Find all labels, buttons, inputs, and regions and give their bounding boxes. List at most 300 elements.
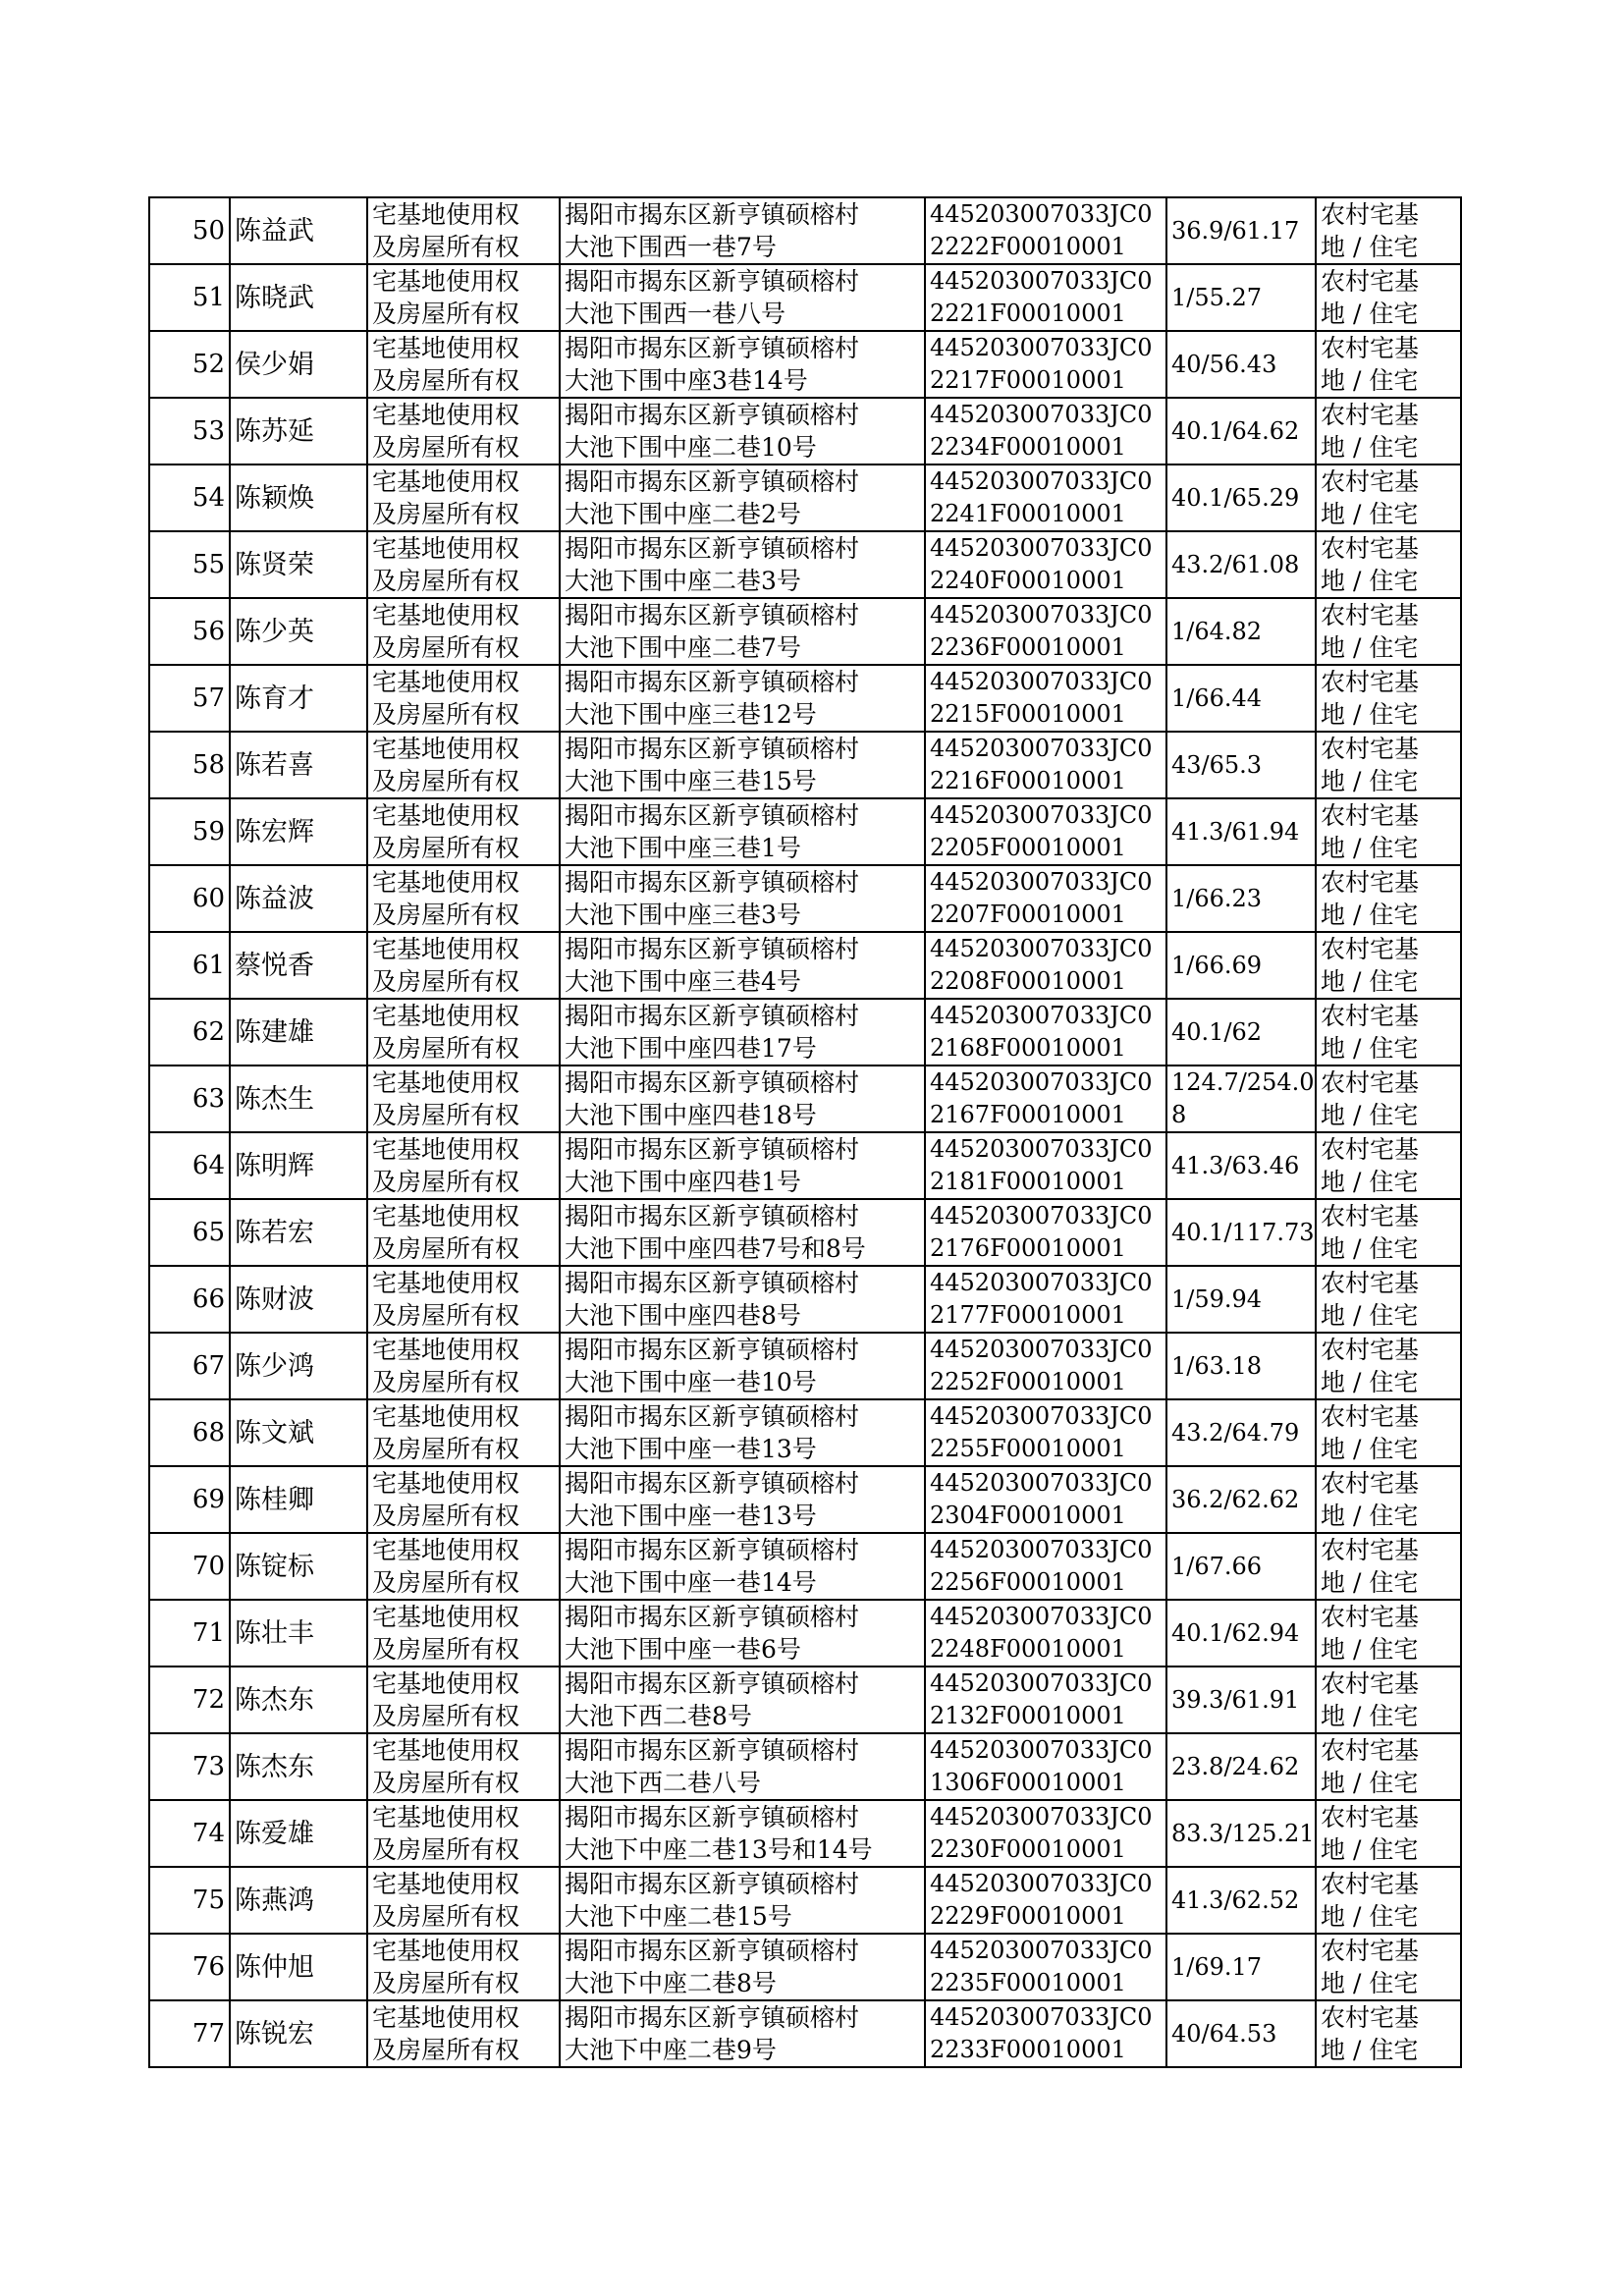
right-type-line: 宅基地使用权	[372, 1469, 520, 1498]
unit-code	[925, 1132, 1166, 1199]
row-number: 59	[149, 798, 230, 865]
right-type-line: 及房屋所有权	[372, 1969, 520, 1997]
land-use	[1316, 531, 1461, 598]
row-number: 62	[149, 999, 230, 1066]
right-type	[367, 932, 560, 999]
area-value	[1166, 1800, 1316, 1867]
area-value	[1166, 464, 1316, 531]
property-address	[560, 865, 925, 932]
right-type-line: 宅基地使用权	[372, 1803, 520, 1831]
unit-code	[925, 932, 1166, 999]
land-use-line: 农村宅基	[1321, 1870, 1420, 1898]
right-type-line: 及房屋所有权	[372, 1568, 520, 1597]
owner-name: 陈育才	[230, 665, 367, 732]
property-address	[560, 1066, 925, 1132]
property-address-line: 揭阳市揭东区新亨镇硕榕村	[565, 1469, 860, 1498]
right-type	[367, 732, 560, 798]
property-address-line: 大池下围中座二巷10号	[565, 433, 817, 462]
right-type-line: 宅基地使用权	[372, 868, 520, 897]
property-address-line: 大池下围中座四巷18号	[565, 1101, 817, 1129]
right-type-line: 宅基地使用权	[372, 1603, 520, 1631]
land-use-line: 农村宅基	[1321, 200, 1420, 229]
unit-code	[925, 2000, 1166, 2067]
right-type-line: 宅基地使用权	[372, 2003, 520, 2032]
property-address-line: 大池下围中座四巷17号	[565, 1034, 817, 1063]
unit-code-text: 445203007033JC02256F00010001	[930, 1536, 1153, 1596]
property-address-line: 揭阳市揭东区新亨镇硕榕村	[565, 801, 860, 830]
unit-code	[925, 197, 1166, 264]
property-address	[560, 598, 925, 665]
area-value	[1166, 331, 1316, 398]
property-address-line: 大池下中座二巷15号	[565, 1902, 792, 1931]
property-address	[560, 1399, 925, 1466]
area-value-text: 43/65.3	[1171, 750, 1263, 779]
land-use-line: 地 / 住宅	[1321, 300, 1419, 328]
land-use-line: 地 / 住宅	[1321, 633, 1419, 662]
property-address-line: 大池下围中座四巷8号	[565, 1301, 801, 1330]
property-address-line: 大池下围中座一巷6号	[565, 1635, 801, 1664]
land-use-line: 农村宅基	[1321, 2003, 1420, 2032]
right-type-line: 及房屋所有权	[372, 1034, 520, 1063]
land-use-line: 地 / 住宅	[1321, 1301, 1419, 1330]
land-use	[1316, 1399, 1461, 1466]
property-address	[560, 331, 925, 398]
land-use-line: 地 / 住宅	[1321, 433, 1419, 462]
property-address-line: 揭阳市揭东区新亨镇硕榕村	[565, 1870, 860, 1898]
land-use	[1316, 464, 1461, 531]
property-address	[560, 1600, 925, 1667]
owner-name: 陈壮丰	[230, 1600, 367, 1667]
land-use	[1316, 1199, 1461, 1266]
table-row	[149, 531, 1461, 598]
owner-name: 陈杰东	[230, 1667, 367, 1733]
right-type	[367, 464, 560, 531]
unit-code	[925, 331, 1166, 398]
land-use-line: 地 / 住宅	[1321, 1435, 1419, 1463]
table-row	[149, 1266, 1461, 1333]
land-use-line: 农村宅基	[1321, 601, 1420, 629]
table-row	[149, 1199, 1461, 1266]
land-use-line: 地 / 住宅	[1321, 767, 1419, 795]
right-type-line: 及房屋所有权	[372, 1502, 520, 1530]
property-address-line: 大池下西二巷8号	[565, 1702, 752, 1730]
area-value-text: 1/66.69	[1171, 951, 1263, 979]
property-address-line: 大池下中座二巷9号	[565, 2036, 777, 2064]
row-number: 56	[149, 598, 230, 665]
property-address	[560, 932, 925, 999]
right-type-line: 宅基地使用权	[372, 801, 520, 830]
unit-code	[925, 798, 1166, 865]
land-use	[1316, 1533, 1461, 1600]
property-address-line: 大池下围中座三巷3号	[565, 901, 801, 929]
land-use-line: 农村宅基	[1321, 334, 1420, 362]
area-value	[1166, 1266, 1316, 1333]
property-address-line: 揭阳市揭东区新亨镇硕榕村	[565, 1135, 860, 1164]
land-use	[1316, 999, 1461, 1066]
area-value-text: 40.1/65.29	[1171, 483, 1300, 512]
property-address-line: 揭阳市揭东区新亨镇硕榕村	[565, 1803, 860, 1831]
area-value	[1166, 1333, 1316, 1399]
table-row	[149, 932, 1461, 999]
unit-code	[925, 1266, 1166, 1333]
area-value	[1166, 1934, 1316, 2000]
table-row	[149, 1066, 1461, 1132]
property-address-line: 大池下围中座四巷1号	[565, 1168, 801, 1196]
property-address-line: 揭阳市揭东区新亨镇硕榕村	[565, 334, 860, 362]
unit-code	[925, 1199, 1166, 1266]
unit-code-text: 445203007033JC02234F00010001	[930, 401, 1153, 461]
unit-code-text: 445203007033JC02177F00010001	[930, 1269, 1153, 1329]
land-use-line: 地 / 住宅	[1321, 500, 1419, 528]
right-type-line: 宅基地使用权	[372, 267, 520, 296]
right-type	[367, 598, 560, 665]
row-number: 75	[149, 1867, 230, 1934]
unit-code	[925, 1466, 1166, 1533]
right-type	[367, 665, 560, 732]
right-type-line: 宅基地使用权	[372, 1269, 520, 1297]
row-number: 69	[149, 1466, 230, 1533]
area-value-text: 1/66.44	[1171, 683, 1263, 712]
table-row	[149, 1733, 1461, 1800]
land-use	[1316, 1132, 1461, 1199]
right-type-line: 宅基地使用权	[372, 1536, 520, 1564]
right-type	[367, 331, 560, 398]
land-use-line: 农村宅基	[1321, 1135, 1420, 1164]
right-type	[367, 865, 560, 932]
area-value	[1166, 1466, 1316, 1533]
owner-name: 陈少鸿	[230, 1333, 367, 1399]
owner-name: 陈杰东	[230, 1733, 367, 1800]
property-address-line: 大池下围中座四巷7号和8号	[565, 1234, 866, 1263]
area-value	[1166, 1600, 1316, 1667]
land-use-line: 地 / 住宅	[1321, 1769, 1419, 1797]
owner-name: 陈明辉	[230, 1132, 367, 1199]
right-type-line: 宅基地使用权	[372, 1937, 520, 1965]
land-use-line: 农村宅基	[1321, 668, 1420, 696]
right-type-line: 宅基地使用权	[372, 1736, 520, 1765]
right-type-line: 宅基地使用权	[372, 601, 520, 629]
land-use-line: 农村宅基	[1321, 1202, 1420, 1230]
owner-name: 陈锭标	[230, 1533, 367, 1600]
land-use-line: 农村宅基	[1321, 868, 1420, 897]
right-type-line: 宅基地使用权	[372, 401, 520, 429]
land-use-line: 地 / 住宅	[1321, 1702, 1419, 1730]
unit-code-text: 445203007033JC02132F00010001	[930, 1669, 1153, 1729]
row-number: 63	[149, 1066, 230, 1132]
land-use	[1316, 1934, 1461, 2000]
table-row	[149, 665, 1461, 732]
property-address	[560, 1733, 925, 1800]
land-use	[1316, 1466, 1461, 1533]
right-type-line: 宅基地使用权	[372, 1402, 520, 1431]
property-address-line: 揭阳市揭东区新亨镇硕榕村	[565, 1068, 860, 1097]
row-number: 57	[149, 665, 230, 732]
area-value-text: 40.1/62.94	[1171, 1618, 1300, 1647]
row-number: 61	[149, 932, 230, 999]
owner-name: 陈益武	[230, 197, 367, 264]
right-type-line: 及房屋所有权	[372, 1702, 520, 1730]
property-address-line: 大池下围中座三巷4号	[565, 967, 801, 996]
row-number: 76	[149, 1934, 230, 2000]
right-type-line: 宅基地使用权	[372, 735, 520, 763]
unit-code	[925, 1867, 1166, 1934]
right-type-line: 宅基地使用权	[372, 534, 520, 563]
row-number: 50	[149, 197, 230, 264]
right-type	[367, 1600, 560, 1667]
property-address-line: 揭阳市揭东区新亨镇硕榕村	[565, 1002, 860, 1030]
unit-code	[925, 1333, 1166, 1399]
land-use-line: 农村宅基	[1321, 1736, 1420, 1765]
unit-code-text: 445203007033JC02207F00010001	[930, 868, 1153, 928]
right-type-line: 宅基地使用权	[372, 668, 520, 696]
right-type-line: 及房屋所有权	[372, 1101, 520, 1129]
unit-code-text: 445203007033JC02217F00010001	[930, 334, 1153, 394]
right-type	[367, 197, 560, 264]
right-type-line: 宅基地使用权	[372, 1002, 520, 1030]
property-address-line: 揭阳市揭东区新亨镇硕榕村	[565, 1269, 860, 1297]
property-address	[560, 531, 925, 598]
property-address-line: 大池下围中座一巷14号	[565, 1568, 817, 1597]
land-use	[1316, 732, 1461, 798]
right-type	[367, 1533, 560, 1600]
unit-code	[925, 865, 1166, 932]
land-use-line: 地 / 住宅	[1321, 233, 1419, 261]
unit-code-text: 445203007033JC02241F00010001	[930, 467, 1153, 527]
unit-code	[925, 1667, 1166, 1733]
land-use-line: 农村宅基	[1321, 935, 1420, 963]
row-number: 51	[149, 264, 230, 331]
owner-name: 陈爱雄	[230, 1800, 367, 1867]
property-address-line: 大池下围中座二巷7号	[565, 633, 801, 662]
area-value-text: 36.9/61.17	[1171, 216, 1300, 245]
property-address	[560, 1466, 925, 1533]
land-use-line: 农村宅基	[1321, 1402, 1420, 1431]
area-value	[1166, 1399, 1316, 1466]
owner-name: 陈仲旭	[230, 1934, 367, 2000]
owner-name: 陈锐宏	[230, 2000, 367, 2067]
property-address-line: 揭阳市揭东区新亨镇硕榕村	[565, 935, 860, 963]
table-row	[149, 1333, 1461, 1399]
area-value-text: 41.3/62.52	[1171, 1885, 1300, 1914]
property-address	[560, 1934, 925, 2000]
property-address-line: 大池下围中座三巷12号	[565, 700, 817, 729]
area-value	[1166, 1132, 1316, 1199]
right-type-line: 及房屋所有权	[372, 1234, 520, 1263]
area-value	[1166, 1066, 1316, 1132]
unit-code-text: 445203007033JC02215F00010001	[930, 668, 1153, 728]
area-value-text: 23.8/24.62	[1171, 1752, 1300, 1780]
right-type-line: 宅基地使用权	[372, 1336, 520, 1364]
property-address-line: 揭阳市揭东区新亨镇硕榕村	[565, 668, 860, 696]
land-use-line: 地 / 住宅	[1321, 567, 1419, 595]
table-row	[149, 598, 1461, 665]
land-use-line: 地 / 住宅	[1321, 2036, 1419, 2064]
area-value-text: 1/63.18	[1171, 1351, 1263, 1380]
property-address	[560, 1867, 925, 1934]
unit-code	[925, 1066, 1166, 1132]
property-address-line: 揭阳市揭东区新亨镇硕榕村	[565, 534, 860, 563]
property-address-line: 大池下围西一巷7号	[565, 233, 777, 261]
unit-code	[925, 531, 1166, 598]
area-value-text: 36.2/62.62	[1171, 1485, 1300, 1513]
row-number: 53	[149, 398, 230, 464]
unit-code	[925, 1733, 1166, 1800]
land-use-line: 地 / 住宅	[1321, 1234, 1419, 1263]
table-row	[149, 1934, 1461, 2000]
property-address-line: 揭阳市揭东区新亨镇硕榕村	[565, 868, 860, 897]
right-type	[367, 1132, 560, 1199]
row-number: 77	[149, 2000, 230, 2067]
land-use	[1316, 2000, 1461, 2067]
land-use	[1316, 865, 1461, 932]
unit-code-text: 445203007033JC02252F00010001	[930, 1336, 1153, 1395]
right-type-line: 及房屋所有权	[372, 1168, 520, 1196]
right-type-line: 及房屋所有权	[372, 1835, 520, 1864]
owner-name: 陈颖焕	[230, 464, 367, 531]
land-use-line: 农村宅基	[1321, 1536, 1420, 1564]
property-address	[560, 1533, 925, 1600]
property-address-line: 揭阳市揭东区新亨镇硕榕村	[565, 1336, 860, 1364]
unit-code-text: 445203007033JC02167F00010001	[930, 1068, 1153, 1128]
area-value-text: 40.1/117.73	[1171, 1218, 1315, 1246]
table-row	[149, 732, 1461, 798]
owner-name: 陈晓武	[230, 264, 367, 331]
right-type-line: 宅基地使用权	[372, 200, 520, 229]
owner-name: 陈财波	[230, 1266, 367, 1333]
right-type-line: 及房屋所有权	[372, 567, 520, 595]
land-use	[1316, 598, 1461, 665]
land-use-line: 地 / 住宅	[1321, 834, 1419, 862]
land-use-line: 地 / 住宅	[1321, 1635, 1419, 1664]
unit-code-text: 445203007033JC02230F00010001	[930, 1803, 1153, 1863]
unit-code	[925, 1600, 1166, 1667]
right-type-line: 及房屋所有权	[372, 233, 520, 261]
owner-name: 陈建雄	[230, 999, 367, 1066]
property-address-line: 揭阳市揭东区新亨镇硕榕村	[565, 735, 860, 763]
right-type	[367, 1266, 560, 1333]
land-use-line: 地 / 住宅	[1321, 967, 1419, 996]
unit-code	[925, 665, 1166, 732]
right-type-line: 宅基地使用权	[372, 1135, 520, 1164]
property-address-line: 大池下围西一巷八号	[565, 300, 786, 328]
property-address-line: 大池下围中座三巷15号	[565, 767, 817, 795]
area-value-text: 1/55.27	[1171, 283, 1263, 311]
table-row	[149, 798, 1461, 865]
property-address-line: 大池下围中座三巷1号	[565, 834, 801, 862]
land-use	[1316, 1733, 1461, 1800]
land-use-line: 地 / 住宅	[1321, 1368, 1419, 1396]
owner-name: 侯少娟	[230, 331, 367, 398]
property-register-table	[148, 196, 1462, 2068]
unit-code-text: 445203007033JC02235F00010001	[930, 1937, 1153, 1996]
right-type	[367, 1199, 560, 1266]
right-type-line: 及房屋所有权	[372, 834, 520, 862]
land-use	[1316, 665, 1461, 732]
unit-code	[925, 732, 1166, 798]
property-address-line: 揭阳市揭东区新亨镇硕榕村	[565, 1402, 860, 1431]
right-type-line: 及房屋所有权	[372, 1435, 520, 1463]
area-value-text: 1/64.82	[1171, 617, 1263, 645]
right-type-line: 及房屋所有权	[372, 633, 520, 662]
owner-name: 陈若喜	[230, 732, 367, 798]
right-type-line: 及房屋所有权	[372, 1769, 520, 1797]
property-address-line: 揭阳市揭东区新亨镇硕榕村	[565, 200, 860, 229]
unit-code	[925, 398, 1166, 464]
area-value	[1166, 398, 1316, 464]
right-type	[367, 1066, 560, 1132]
area-value-text: 1/67.66	[1171, 1552, 1263, 1580]
land-use	[1316, 798, 1461, 865]
land-use	[1316, 1066, 1461, 1132]
unit-code-text: 445203007033JC02181F00010001	[930, 1135, 1153, 1195]
property-address	[560, 1132, 925, 1199]
land-use-line: 农村宅基	[1321, 801, 1420, 830]
area-value	[1166, 798, 1316, 865]
area-value	[1166, 531, 1316, 598]
property-address	[560, 665, 925, 732]
right-type-line: 及房屋所有权	[372, 700, 520, 729]
unit-code-text: 445203007033JC02236F00010001	[930, 601, 1153, 661]
row-number: 64	[149, 1132, 230, 1199]
land-use-line: 农村宅基	[1321, 267, 1420, 296]
right-type	[367, 264, 560, 331]
property-address-line: 大池下围中座二巷2号	[565, 500, 801, 528]
area-value-text: 39.3/61.91	[1171, 1685, 1300, 1714]
land-use-line: 农村宅基	[1321, 534, 1420, 563]
area-value	[1166, 1533, 1316, 1600]
property-address-line: 揭阳市揭东区新亨镇硕榕村	[565, 401, 860, 429]
table-row	[149, 2000, 1461, 2067]
land-use-line: 农村宅基	[1321, 735, 1420, 763]
unit-code-text: 445203007033JC02233F00010001	[930, 2003, 1153, 2063]
property-address-line: 揭阳市揭东区新亨镇硕榕村	[565, 601, 860, 629]
area-value	[1166, 264, 1316, 331]
owner-name: 蔡悦香	[230, 932, 367, 999]
land-use-line: 地 / 住宅	[1321, 1902, 1419, 1931]
right-type	[367, 1733, 560, 1800]
row-number: 60	[149, 865, 230, 932]
property-address-line: 大池下围中座一巷13号	[565, 1502, 817, 1530]
table-row	[149, 1132, 1461, 1199]
table-row	[149, 865, 1461, 932]
property-address-line: 大池下围中座一巷10号	[565, 1368, 817, 1396]
property-address-line: 揭阳市揭东区新亨镇硕榕村	[565, 267, 860, 296]
property-address	[560, 1199, 925, 1266]
table-row	[149, 464, 1461, 531]
right-type	[367, 1800, 560, 1867]
area-value-text: 40.1/62	[1171, 1017, 1263, 1046]
area-value-text: 1/66.23	[1171, 884, 1263, 912]
land-use-line: 农村宅基	[1321, 401, 1420, 429]
land-use	[1316, 1333, 1461, 1399]
area-value-text: 43.2/61.08	[1171, 550, 1300, 578]
right-type-line: 宅基地使用权	[372, 1870, 520, 1898]
land-use-line: 农村宅基	[1321, 1803, 1420, 1831]
property-address-line: 大池下围中座二巷3号	[565, 567, 801, 595]
area-value-text: 40.1/64.62	[1171, 416, 1300, 445]
right-type-line: 宅基地使用权	[372, 1669, 520, 1698]
property-address	[560, 798, 925, 865]
property-address	[560, 1800, 925, 1867]
unit-code-text: 445203007033JC02205F00010001	[930, 801, 1153, 861]
row-number: 58	[149, 732, 230, 798]
land-use-line: 农村宅基	[1321, 1336, 1420, 1364]
unit-code	[925, 264, 1166, 331]
area-value	[1166, 999, 1316, 1066]
area-value	[1166, 197, 1316, 264]
property-address	[560, 1266, 925, 1333]
property-address	[560, 1667, 925, 1733]
